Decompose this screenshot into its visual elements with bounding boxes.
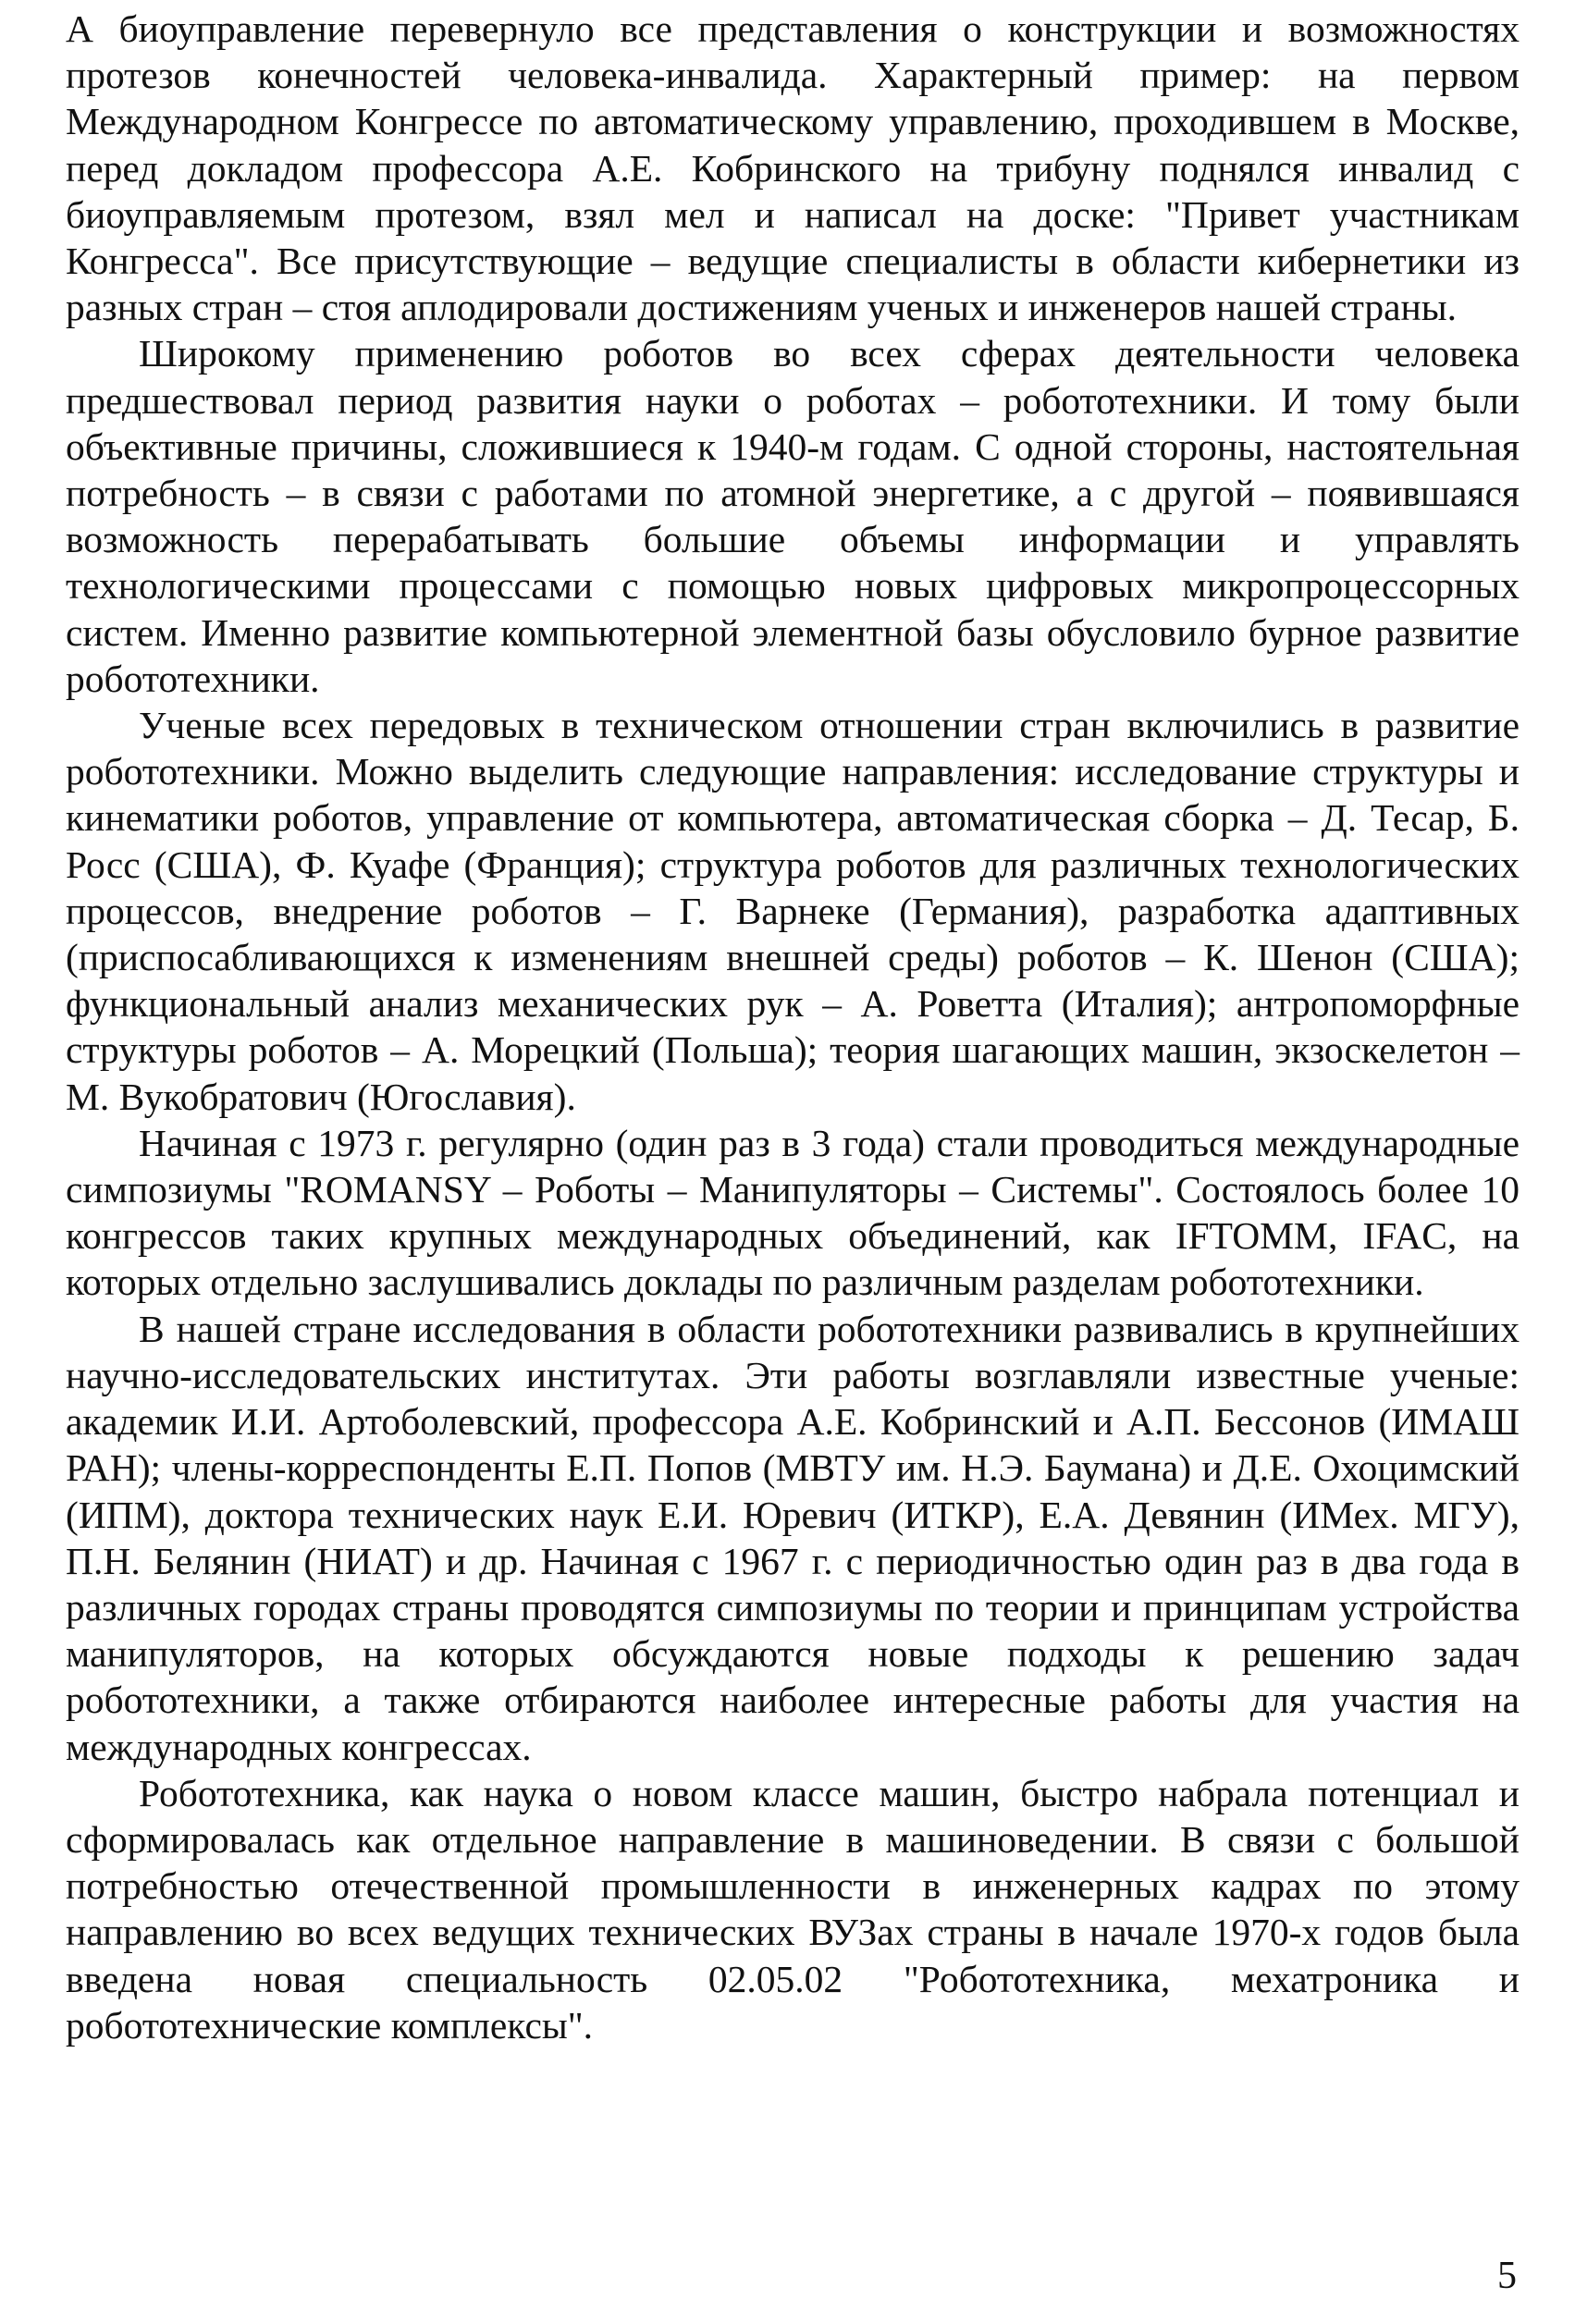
paragraph-symposia: Начиная с 1973 г. регулярно (один раз в 3 года) стали проводиться международные симпозиумы "ROMANSY – Роботы – Манипуляторы – Системы". Состоялось более 10 конгрессов таких крупных международных объединений, как IFTOMM, IFAC, на которых отдельно заслушивались доклады по различным разделам робототехники. <box>66 1121 1520 1304</box>
paragraph-national-research: В нашей стране исследования в области робототехники развивались в крупнейших научно-исследовательских институтах. Эти работы возглавляли известные ученые: академик И.И. Артоболевский, профессора А.Е. Кобринский и А.П. Бессонов (ИМАШ РАН); члены-корреспонденты Е.П. Попов (МВТУ им. Н.Э. Баумана) и Д.Е. Охоцимский (ИПМ), доктора технических наук Е.И. Юревич (ИТКР), Е.А. Девянин (ИМех. МГУ), П.Н. Белянин (НИАТ) и др. Начиная с 1967 г. с периодичностью один раз в два года в различных городах страны проводятся симпозиумы по теории и принципам устройства манипуляторов, на которых обсуждаются новые подходы к решению задач робототехники, а также отбираются наиболее интересные работы для участия на международных конгрессах. <box>66 1307 1520 1768</box>
paragraph-international-research: Ученые всех передовых в техническом отношении стран включились в развитие робототехники. Можно выделить следующие направления: исследование структуры и кинематики роботов, управление от компьютера, автоматическая сборка – Д. Тесар, Б. Росс (США), Ф. Куафе (Франция); структура роботов для различных технологических процессов, внедрение роботов – Г. Варнеке (Германия), разработка адаптивных (приспосабливающихся к изменениям внешней среды) роботов – К. Шенон (США); функциональный анализ механических рук – А. Роветта (Италия); антропоморфные структуры роботов – А. Морецкий (Польша); теория шагающих машин, экзоскелетон – М. Вукобратович (Югославия). <box>66 704 1520 1118</box>
paragraph-bioupravlenie: А биоуправление перевернуло все представления о конструкции и возможностях протезов конечностей человека-инвалида. Характерный пример: на первом Международном Конгрессе по автоматическому управлению, проходившем в Москве, перед докладом профессора А.Е. Кобринского на трибуну поднялся инвалид с биоуправляемым протезом, взял мел и написал на доске: "Привет участникам Конгресса". Все присутствующие – ведущие специалисты в области кибернетики из разных стран – стоя аплодировали достижениям ученых и инженеров нашей страны. <box>66 7 1520 329</box>
paragraph-robotics-specialty: Робототехника, как наука о новом классе машин, быстро набрала потенциал и сформировалась как отдельное направление в машиноведении. В связи с большой потребностью отечественной промышленности в инженерных кадрах по этому направлению во всех ведущих технических ВУЗах страны в начале 1970-х годов была введена новая специальность 02.05.02 "Робототехника, мехатроника и робототехнические комплексы". <box>66 1771 1520 2047</box>
main-text <box>66 6 1520 2048</box>
paragraph-robotics-history: Широкому применению роботов во всех сферах деятельности человека предшествовал период развития науки о роботах – робототехники. И тому были объективные причины, сложившиеся к 1940-м годам. С одной стороны, настоятельная потребность – в связи с работами по атомной энергетике, а с другой – появившаяся возможность перерабатывать большие объемы информации и управлять технологическими процессами с помощью новых цифровых микропроцессорных систем. Именно развитие компьютерной элементной базы обусловило бурное развитие робототехники. <box>66 332 1520 700</box>
page-number: 5 <box>1497 2255 1517 2297</box>
document-page <box>66 0 1520 2324</box>
